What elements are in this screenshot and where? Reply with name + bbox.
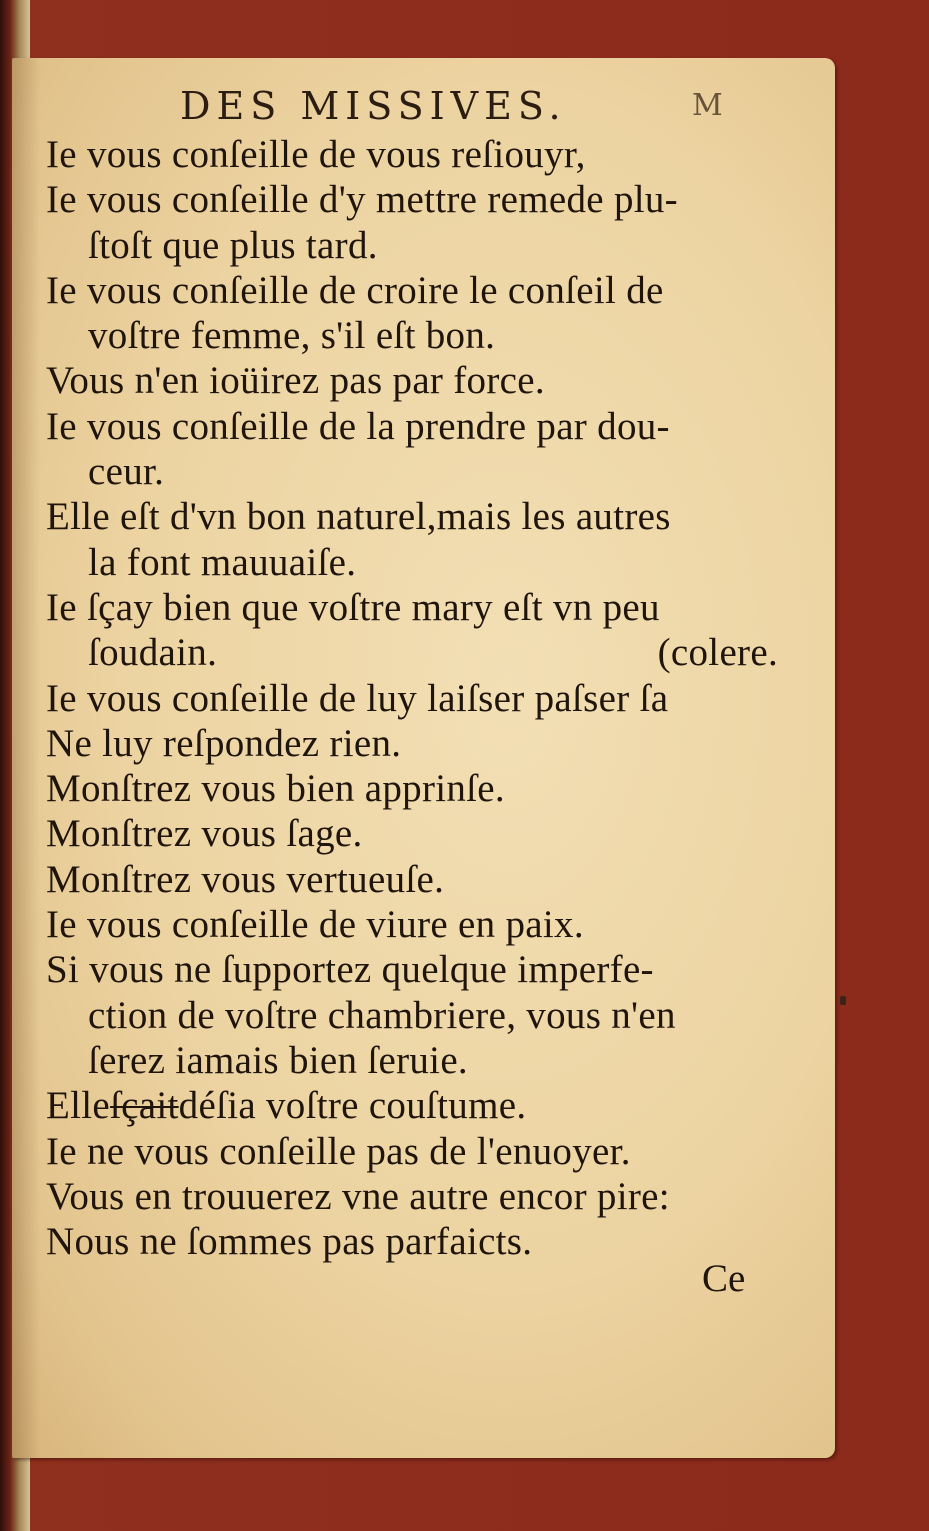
running-title: DES MISSIVES. bbox=[180, 84, 567, 128]
text-line: Ie vous conſeille de la prendre par dou- bbox=[46, 404, 670, 448]
text-line: ceur. bbox=[88, 450, 165, 494]
text-line: ſtoſt que plus tard. bbox=[88, 223, 378, 267]
text-line: Vous n'en ioüirez pas par force. bbox=[46, 359, 545, 403]
text-line: Ie vous conſeille de vous reſiouyr, bbox=[46, 133, 586, 176]
text-fragment: ſoudain. bbox=[88, 631, 218, 675]
text-line: Ie vous conſeille d'y mettre remede plu- bbox=[46, 178, 678, 222]
folio-signature: M bbox=[692, 88, 723, 123]
text-fragment: déſia voſtre couſtume. bbox=[178, 1084, 527, 1128]
text-line: la font mauuaiſe. bbox=[88, 540, 357, 584]
turnover-fragment: (colere. bbox=[657, 631, 778, 675]
text-fragment: Elle bbox=[46, 1084, 111, 1128]
text-line: Ie ne vous conſeille pas de l'enuoyer. bbox=[46, 1129, 631, 1173]
struck-through-word: ſçait bbox=[110, 1084, 179, 1128]
text-line: Ie ſçay bien que voſtre mary eſt vn peu bbox=[46, 585, 660, 629]
text-line-with-strike bbox=[46, 1083, 766, 1128]
text-line: Ie vous conſeille de viure en paix. bbox=[46, 903, 584, 947]
text-line: Monſtrez vous bien apprinſe. bbox=[46, 767, 505, 811]
text-line: ſerez iamais bien ſeruie. bbox=[88, 1038, 468, 1082]
text-line: Si vous ne ſupportez quelque imperfe- bbox=[46, 948, 654, 992]
text-line: Nous ne ſommes pas parfaicts. bbox=[46, 1220, 533, 1264]
text-line: Ne luy reſpondez rien. bbox=[46, 721, 402, 765]
text-line: Vous en trouuerez vne autre encor pire: bbox=[46, 1174, 670, 1218]
text-line: voſtre femme, s'il eſt bon. bbox=[88, 314, 496, 358]
text-line: Ie vous conſeille de luy laiſser paſser ſa bbox=[46, 676, 669, 720]
ink-mark bbox=[840, 996, 846, 1005]
book-page bbox=[12, 58, 835, 1458]
text-line: Monſtrez vous vertueuſe. bbox=[46, 857, 445, 901]
page-text-block bbox=[46, 132, 778, 1264]
text-line-split bbox=[46, 630, 778, 675]
text-line: ction de voſtre chambriere, vous n'en bbox=[88, 993, 676, 1037]
text-line: Ie vous conſeille de croire le conſeil de bbox=[46, 268, 664, 312]
text-line: Elle eſt d'vn bon naturel,mais les autres bbox=[46, 495, 671, 539]
text-line: Monſtrez vous ſage. bbox=[46, 812, 363, 856]
catchword: Ce bbox=[702, 1257, 746, 1300]
